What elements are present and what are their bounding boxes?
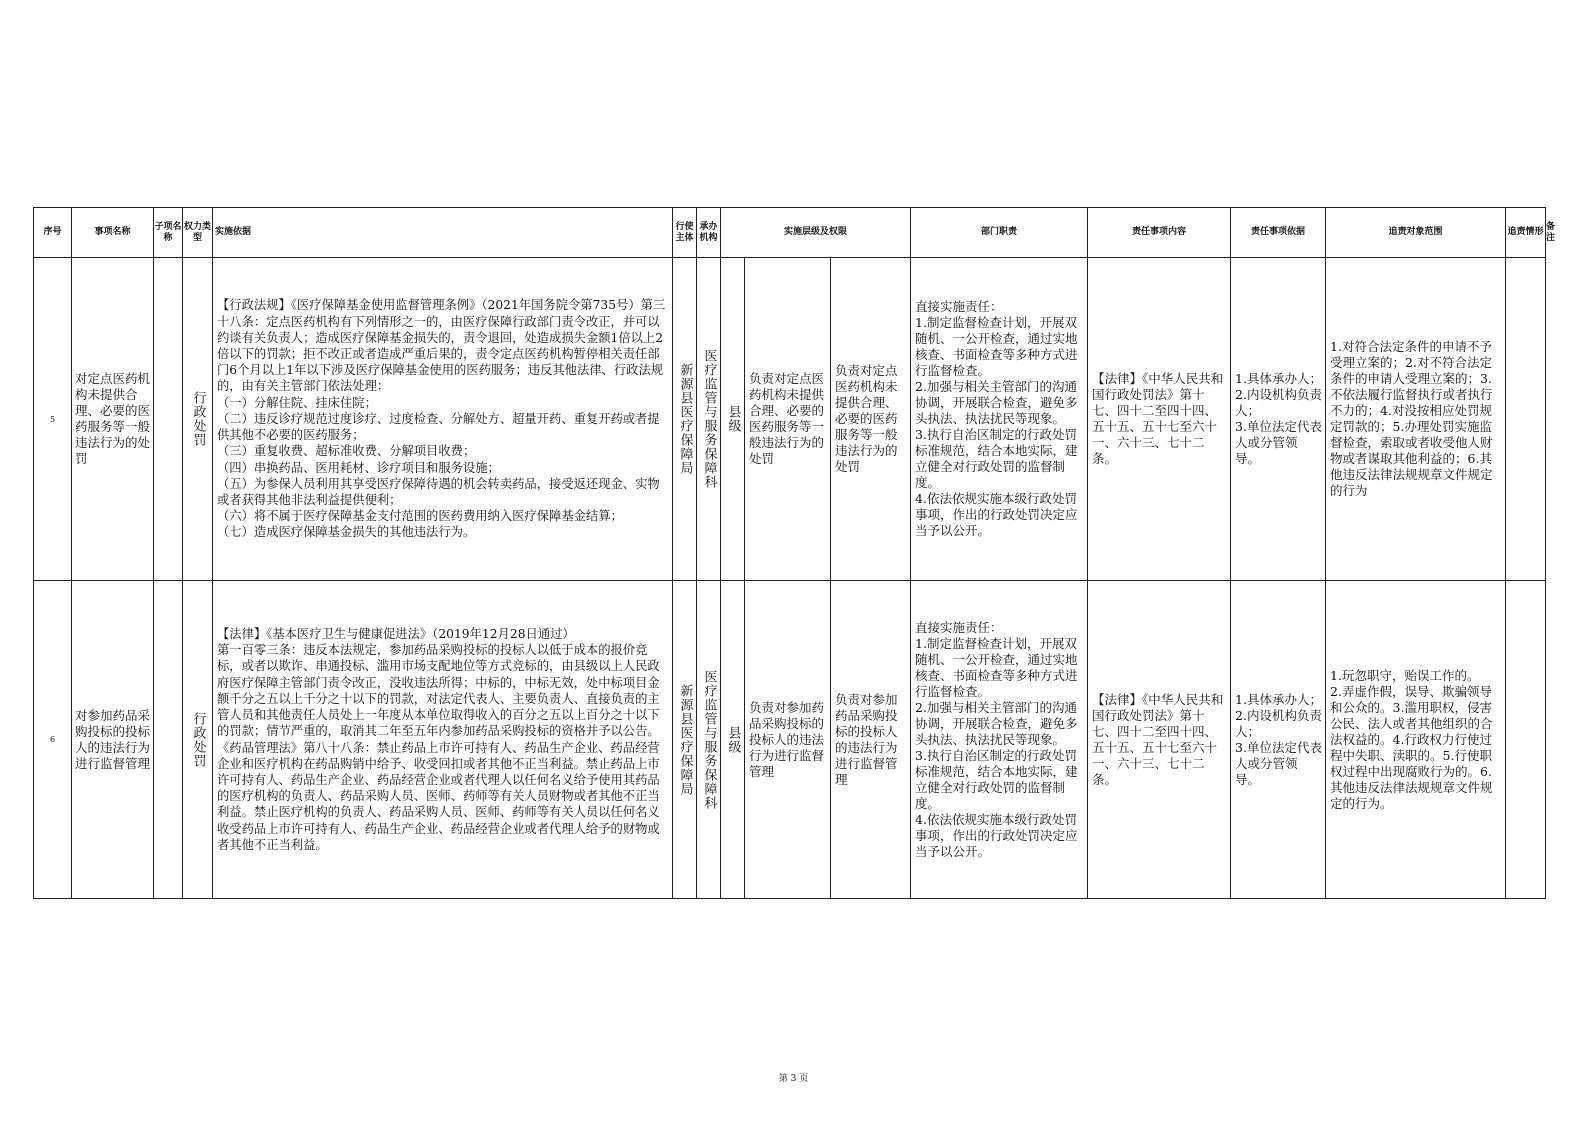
header-sub-item: 子项名称	[154, 208, 183, 258]
basis-paragraph: 《药品管理法》第八十八条：禁止药品上市许可持有人、药品生产企业、药品经营企业和医疗机构在药品购销中给予、收受回扣或者其他不正当利益。禁止药品上市许可持有人、药品生产企业、药品经营企业或者代理人以任何名义给予使用其药品的医疗机构的负责人、药品采购人员、医师、药师等有关人员财物或者其他不正当利益。禁止医疗机构的负责人、药品采购人员、医师、药师等有关人员以任何名义收受药品上市许可持有人、药品生产企业、药品经营企业或者代理人给予的财物或者其他不正当利益。	[217, 740, 660, 852]
basis-paragraph: 【行政法规】《医疗保障基金使用监督管理条例》（2021年国务院令第735号）第三十八条：定点医药机构有下列情形之一的，由医疗保障行政部门责令改正，并可以约谈有关负责人；造成医疗保障基金损失的，责令退回，处造成损失金额1倍以上2倍以下的罚款；拒不改正或者造成严重后果的，责令定点医药机构暂停相关责任部门6个月以上1年以下涉及医疗保障基金使用的医药服务；违反其他法律、行政法规的，由有关主管部门依法处理：	[217, 298, 666, 394]
cases-paragraph: 2.弄虚作假，误导、欺骗领导和公众的。3.滥用职权，侵害公民、法人或者其他组织的合法权益的。4.行政权力行使过程中失职、渎职的。5.行使职权过程中出现腐败行为的。6.其他违反法律法规规章文件规定的行为。	[1330, 683, 1493, 811]
basis-paragraph: 第一百零三条：违反本法规定，参加药品采购投标的投标人以低于成本的报价竞标，或者以欺诈、串通投标、滥用市场支配地位等方式竞标的，由县级以上人民政府医疗保障主管部门责令改正，没收违法所得；中标的，中标无效，处中标项目金额千分之五以上千分之十以下的罚款，对法定代表人、主要负责人、直接负责的主管人员和其他责任人员处上一年度从本单位取得收入的百分之五以上百分之十以下的罚款；情节严重的，取消其二年至五年内参加药品采购投标的资格并予以公告。	[217, 643, 660, 739]
header-power-type: 权力类型	[183, 208, 213, 258]
scope-line: 2.内设机构负责人；	[1235, 707, 1322, 739]
resp-content-line: 3.执行自治区制定的行政处罚标准规范，结合本地实际，建立健全对行政处罚的监督制度。	[915, 747, 1078, 811]
scope-line: 1.具体承办人；	[1235, 691, 1322, 707]
remarks	[1506, 581, 1546, 899]
page-number: 第 3 页	[778, 1074, 809, 1084]
row-no: 6	[34, 581, 72, 899]
resp-content-line: 直接实施责任：	[915, 619, 1003, 635]
level-desc: 负责对定点医药机构未提供合理、必要的医药服务等一般违法行为的处罚	[745, 258, 831, 581]
sub-item	[154, 258, 183, 581]
scope-line: 3.单位法定代表人或分管领导。	[1235, 739, 1322, 787]
power-type: 行政处罚	[190, 711, 206, 768]
basis-paragraph: 【法律】《基本医疗卫生与健康促进法》（2019年12月28日通过）	[217, 627, 575, 642]
accountability-cases	[1326, 258, 1506, 581]
cases-paragraph: 1.玩忽职守，贻误工作的。	[1330, 667, 1480, 683]
header-no: 序号	[34, 208, 72, 258]
exec-subject: 新源县医疗保障局	[677, 683, 693, 796]
resp-content-line: 4.依法依规实施本级行政处罚事项，作出的行政处罚决定应当予以公开。	[915, 811, 1078, 859]
exec-subject: 新源县医疗保障局	[677, 363, 693, 475]
resp-content-line: 4.依法依规实施本级行政处罚事项，作出的行政处罚决定应当予以公开。	[915, 491, 1078, 538]
sub-item	[154, 581, 183, 899]
accountability-scope	[1231, 258, 1326, 581]
resp-content-line: 3.执行自治区制定的行政处罚标准规范，结合本地实际，建立健全对行政处罚的监督制度。	[915, 427, 1078, 490]
header-exec-subject: 行使主体	[673, 208, 697, 258]
dept-duty: 负责对参加药品采购投标的投标人的违法行为进行监督管理	[831, 581, 911, 899]
header-org: 承办机构	[697, 208, 721, 258]
resp-content-line: 2.加强与相关主管部门的沟通协调，开展联合检查，避免多头执法、执法扰民等现象。	[915, 699, 1078, 747]
level: 县级	[725, 725, 741, 754]
resp-content-line: 直接实施责任：	[915, 299, 1003, 314]
resp-content-line: 1.制定监督检查计划，开展双随机、一公开检查，通过实地核查、书面检查等多种方式进行监督检查。	[915, 635, 1078, 699]
header-level: 实施层级及权限	[721, 208, 911, 258]
table-row	[34, 258, 1546, 581]
item-name: 对参加药品采购投标的投标人的违法行为进行监督管理	[72, 581, 154, 899]
org: 医疗监管与服务保障科	[701, 349, 717, 489]
scope-line: 1.具体承办人；	[1235, 371, 1322, 386]
basis-paragraph: （五）为参保人员利用其享受医疗保障待遇的机会转卖药品，接受返还现金、实物或者获得其他非法利益提供便利；	[217, 476, 660, 507]
basis-paragraph: （二）违反诊疗规范过度诊疗、过度检查、分解处方、超量开药、重复开药或者提供其他不必要的医药服务；	[217, 411, 660, 443]
basis-paragraph: （三）重复收费、超标准收费、分解项目收费；	[217, 444, 476, 459]
header-basis: 实施依据	[213, 208, 673, 258]
power-type: 行政处罚	[190, 391, 206, 447]
basis-paragraph: （七）造成医疗保障基金损失的其他违法行为。	[217, 525, 476, 540]
row-no: 5	[34, 258, 72, 581]
header-dept-duty: 部门职责	[911, 208, 1088, 258]
table-row	[34, 581, 1546, 899]
accountability-scope	[1231, 581, 1326, 899]
basis-paragraph: （四）串换药品、医用耗材、诊疗项目和服务设施；	[217, 460, 500, 475]
scope-line: 2.内设机构负责人；	[1235, 387, 1322, 418]
remarks	[1506, 258, 1546, 581]
header-resp-basis: 责任事项依据	[1231, 208, 1326, 258]
resp-basis: 【法律】《中华人民共和国行政处罚法》第十七、四十二至四十四、五十五、五十七至六十一、六十三、七十二条。	[1088, 258, 1231, 581]
level-desc: 负责对参加药品采购投标的投标人的违法行为进行监督管理	[745, 581, 831, 899]
resp-content-line: 2.加强与相关主管部门的沟通协调，开展联合检查，避免多头执法、执法扰民等现象。	[915, 379, 1078, 426]
resp-content	[911, 258, 1088, 581]
basis-paragraph: （一）分解住院、挂床住院；	[217, 395, 377, 410]
header-resp-content: 责任事项内容	[1088, 208, 1231, 258]
resp-basis: 【法律】《中华人民共和国行政处罚法》第十七、四十二至四十四、五十五、五十七至六十一、六十三、七十二条。	[1088, 581, 1231, 899]
cases-paragraph: 1.对符合法定条件的申请不予受理立案的；2.对不符合法定条件的申请人受理立案的；3.不依法履行监督执行或者执行不力的；4.对没按相应处罚规定罚款的；5.办理处罚实施监督检查，索取或者收受他人财物或者谋取其他利益的；6.其他违反法律法规规章文件规定的行为	[1330, 339, 1493, 498]
accountability-cases	[1326, 581, 1506, 899]
header-accountability-scope: 追责对象范围	[1326, 208, 1506, 258]
org: 医疗监管与服务保障科	[701, 669, 717, 810]
resp-content-line: 1.制定监督检查计划，开展双随机、一公开检查，通过实地核查、书面检查等多种方式进行监督检查。	[915, 315, 1078, 378]
header-item-name: 事项名称	[72, 208, 154, 258]
basis-paragraph: （六）将不属于医疗保障基金支付范围的医药费用纳入医疗保障基金结算；	[217, 509, 623, 524]
scope-line: 3.单位法定代表人或分管领导。	[1235, 419, 1322, 466]
dept-duty: 负责对定点医药机构未提供合理、必要的医药服务等一般违法行为的处罚	[831, 258, 911, 581]
header-row: 序号 事项名称 子项名称 权力类型 实施依据 行使主体 承办机构 实施层级及权限 部门职责 责任事项内容 责任事项依据 追责对象范围 追责情形 备注	[34, 208, 1546, 258]
basis-text	[213, 581, 673, 899]
level: 县级	[725, 405, 741, 433]
resp-content	[911, 581, 1088, 899]
header-accountability-cases: 追责情形	[1506, 208, 1546, 258]
item-name: 对定点医药机构未提供合理、必要的医药服务等一般违法行为的处罚	[72, 258, 154, 581]
duty-list-table	[33, 207, 1556, 899]
basis-text	[213, 258, 673, 581]
